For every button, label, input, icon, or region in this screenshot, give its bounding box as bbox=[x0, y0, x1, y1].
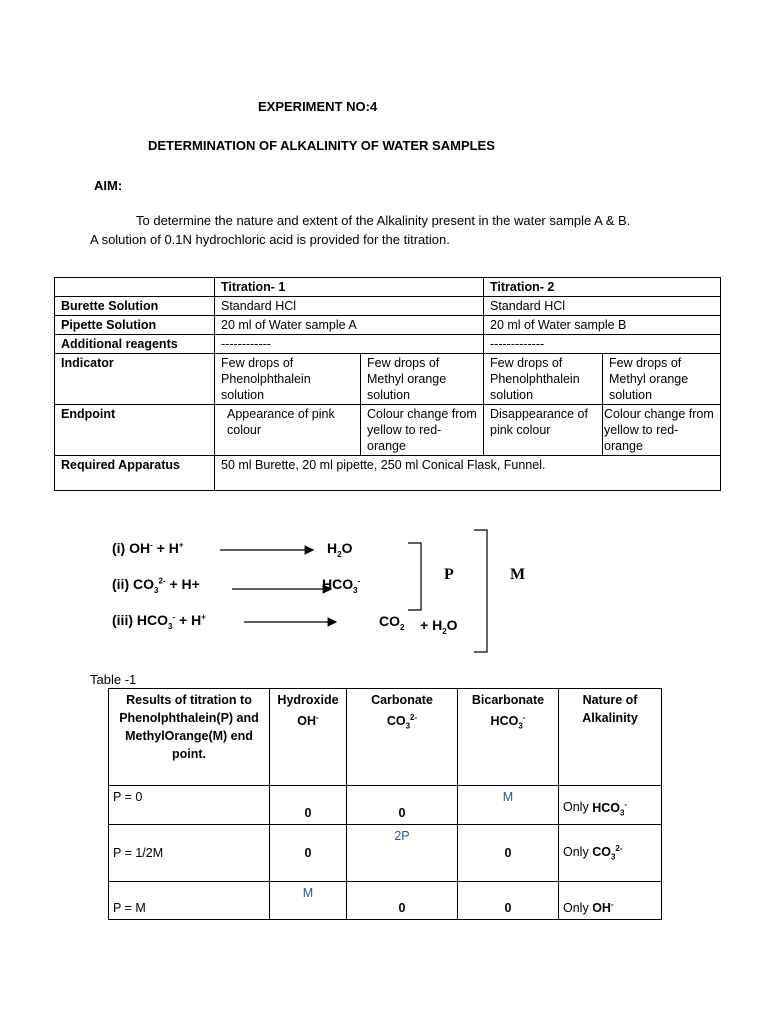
page-title: DETERMINATION OF ALKALINITY OF WATER SAMPLES bbox=[148, 138, 495, 153]
table-cell: P = 1/2M bbox=[109, 825, 270, 882]
table-cell: Only OH- bbox=[559, 882, 662, 920]
reaction-3-product: $CO_2$ bbox=[379, 613, 405, 632]
alkalinity-results-table bbox=[108, 688, 662, 920]
header-results: Results of titration to Phenolphthalein(P) and MethylOrange(M) end point. bbox=[109, 689, 270, 786]
aim-text-line1: To determine the nature and extent of the Alkalinity present in the water sample A & B. bbox=[136, 213, 631, 228]
p-bracket bbox=[408, 543, 421, 610]
header-bicarbonate: Bicarbonate $HCO_3^-$ bbox=[458, 689, 559, 786]
table-cell: Colour change from yellow to red-orange bbox=[361, 405, 484, 456]
table-cell: Few drops of Phenolphthalein solution bbox=[484, 354, 603, 405]
table-cell: 0 bbox=[270, 786, 347, 825]
table-cell: 20 ml of Water sample B bbox=[484, 316, 721, 335]
table-row bbox=[109, 825, 662, 882]
row-label: Indicator bbox=[55, 354, 215, 405]
header-hydroxide: Hydroxide OH- bbox=[270, 689, 347, 786]
table-cell: Standard HCl bbox=[484, 297, 721, 316]
table-cell: 0 bbox=[270, 825, 347, 882]
table-cell: Standard HCl bbox=[215, 297, 484, 316]
table-cell: Few drops of Phenolphthalein solution bbox=[215, 354, 361, 405]
table-cell: 0 bbox=[347, 882, 458, 920]
header-nature: Nature of Alkalinity bbox=[559, 689, 662, 786]
aim-text-line2: A solution of 0.1N hydrochloric acid is provided for the titration. bbox=[90, 232, 450, 247]
row-label: Endpoint bbox=[55, 405, 215, 456]
table-cell: Few drops of Methyl orange solution bbox=[603, 354, 721, 405]
row-label: Additional reagents bbox=[55, 335, 215, 354]
m-bracket bbox=[474, 530, 487, 652]
experiment-number: EXPERIMENT NO:4 bbox=[258, 99, 378, 114]
reaction-1-product: $H_2O$ bbox=[327, 540, 353, 559]
table-caption: Table -1 bbox=[90, 672, 137, 687]
table-cell: Only $HCO_3^-$ bbox=[559, 786, 662, 825]
table-cell: Colour change from yellow to red-orange bbox=[603, 405, 721, 456]
table-cell: Only $CO_3^{2-}$ bbox=[559, 825, 662, 882]
table-cell: M bbox=[458, 786, 559, 825]
table-cell: P = M bbox=[109, 882, 270, 920]
reaction-3-water: + $H_2O$ bbox=[420, 617, 458, 636]
p-label: P bbox=[444, 566, 454, 583]
row-label: Pipette Solution bbox=[55, 316, 215, 335]
reaction-1-reactants: (i) OH- + H+ bbox=[112, 540, 184, 556]
table-row bbox=[109, 882, 662, 920]
table-cell: ------------ bbox=[215, 335, 484, 354]
m-label: M bbox=[510, 566, 526, 583]
row-label: Required Apparatus bbox=[55, 456, 215, 491]
reaction-3-reactants: (iii) $HCO_3^- + H^+$ bbox=[112, 612, 206, 631]
aim-label: AIM: bbox=[94, 178, 123, 193]
table-cell: Disappearance of pink colour bbox=[484, 405, 603, 456]
table-cell: 0 bbox=[347, 786, 458, 825]
table-cell: Few drops of Methyl orange solution bbox=[361, 354, 484, 405]
table-cell: 0 bbox=[458, 882, 559, 920]
table-row bbox=[109, 786, 662, 825]
header-carbonate: Carbonate $CO_3^{2-}$ bbox=[347, 689, 458, 786]
table-cell: 2P bbox=[347, 825, 458, 882]
table-cell: 50 ml Burette, 20 ml pipette, 250 ml Conical Flask, Funnel. bbox=[215, 456, 721, 491]
table-cell: 0 bbox=[458, 825, 559, 882]
titration2-header: Titration- 2 bbox=[484, 278, 721, 297]
reaction-2-product: $HCO_3^-$ bbox=[322, 576, 361, 595]
table-header-row bbox=[109, 689, 662, 786]
titration1-header: Titration- 1 bbox=[215, 278, 484, 297]
table-cell: M bbox=[270, 882, 347, 920]
table-cell: 20 ml of Water sample A bbox=[215, 316, 484, 335]
table-cell: Appearance of pink colour bbox=[215, 405, 361, 456]
reaction-2-reactants: (ii) $CO_3^{2-} + H+$ bbox=[112, 576, 200, 595]
table-cell: P = 0 bbox=[109, 786, 270, 825]
table-cell: ------------- bbox=[484, 335, 721, 354]
row-label: Burette Solution bbox=[55, 297, 215, 316]
